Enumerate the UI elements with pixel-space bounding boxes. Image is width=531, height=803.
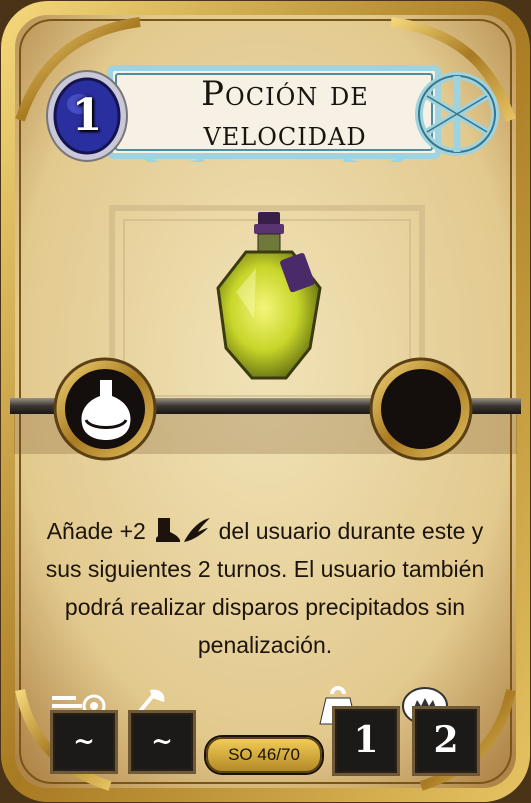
boot-icon xyxy=(152,516,182,544)
stat-thrown xyxy=(128,710,196,774)
celtic-knot-icon xyxy=(412,66,502,162)
title-line-2: velocidad xyxy=(203,114,367,154)
speed-potion-image xyxy=(206,208,330,388)
stat-value-value: 2 xyxy=(433,719,459,761)
stat-weight xyxy=(332,706,400,776)
description-part-1: Añade +2 xyxy=(46,518,146,544)
right-equip-slot xyxy=(368,356,474,462)
stat-ranged-value: ~ xyxy=(73,727,95,757)
description-part-2: del usuario durante este y sus siguientes 2 turnos. El usuario también podrá realizar disparos precipitados sin penalización. xyxy=(45,518,485,658)
card-code: SO 46/70 xyxy=(206,737,322,773)
stat-thrown-value: ~ xyxy=(151,727,173,757)
stat-value xyxy=(412,706,480,776)
potion-flask-icon xyxy=(80,376,132,442)
title-line-1: Poción de xyxy=(201,74,369,114)
card-description xyxy=(30,512,500,664)
card-title xyxy=(140,74,430,154)
cost-value: 1 xyxy=(71,90,103,141)
stat-ranged xyxy=(50,710,118,774)
wing-icon xyxy=(182,516,212,544)
stat-weight-value: 1 xyxy=(353,719,379,761)
